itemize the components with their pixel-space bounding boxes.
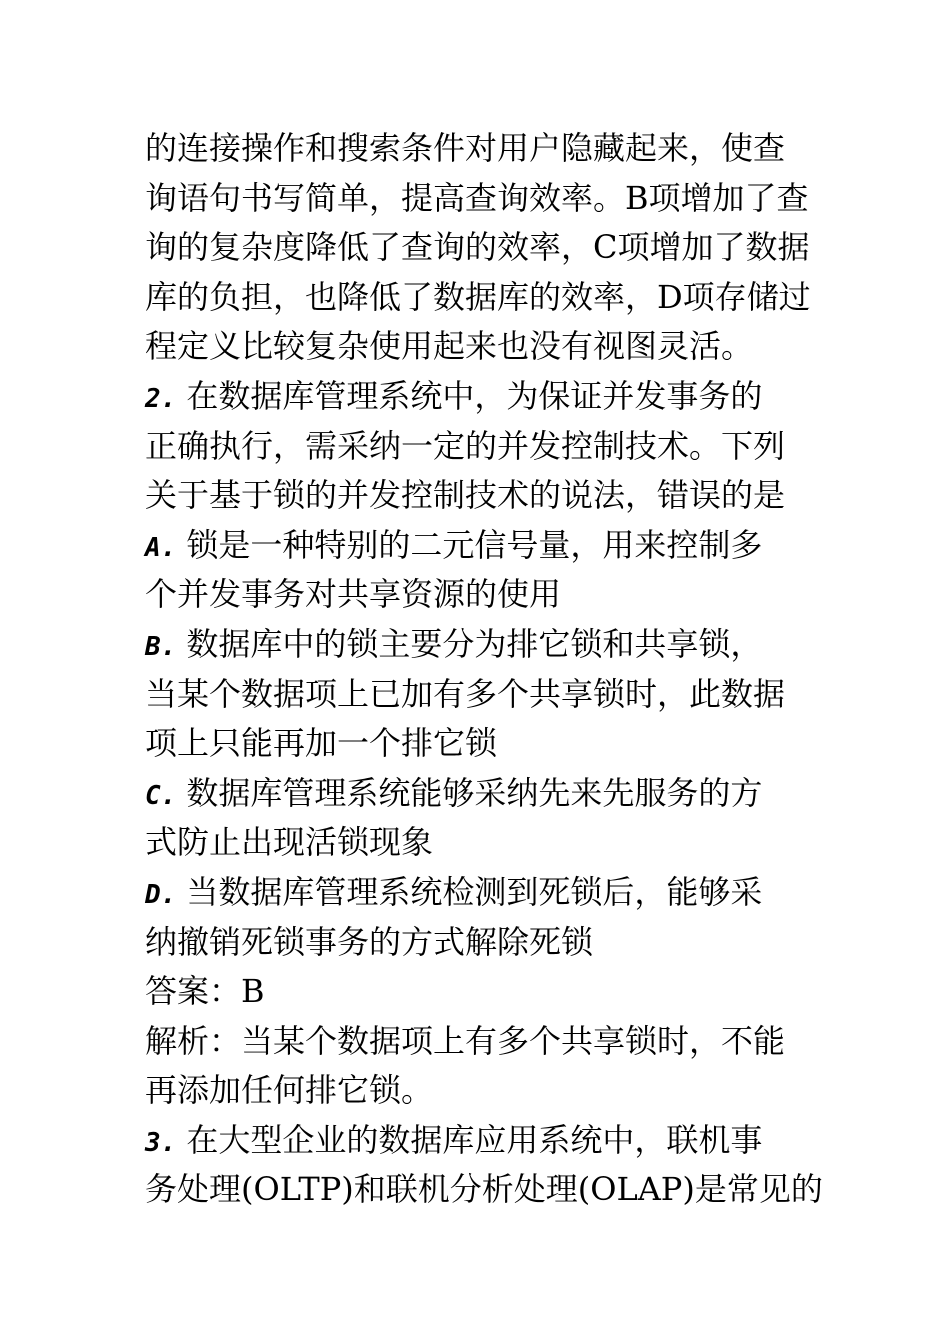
option-b-line: 项上只能再加一个排它锁 [145,724,498,763]
document-text [145,124,823,1215]
option-text: 当数据库管理系统检测到死锁后，能够采 [186,872,763,911]
option-a-line: 个并发事务对共享资源的使用 [145,575,562,614]
question-text: 在大型企业的数据库应用系统中，联机事 [186,1120,763,1159]
analysis-line: 解析：当某个数据项上有多个共享锁时，不能 [145,1021,786,1060]
question-3-line: 务处理(OLTP)和联机分析处理(OLAP)是常见的 [145,1170,823,1209]
option-a-line [145,521,815,571]
paragraph-line: 询的复杂度降低了查询的效率，C项增加了数据 [145,228,810,267]
option-letter: A. [145,532,177,563]
option-d-line [145,868,815,918]
option-letter: B. [145,631,177,662]
question-3-line [145,1116,815,1166]
paragraph-line: 的连接操作和搜索条件对用户隐藏起来，使查 [145,129,786,167]
paragraph-line: 程定义比较复杂使用起来也没有视图灵活。 [145,327,754,366]
paragraph-line: 库的负担，也降低了数据库的效率，D项存储过 [145,277,811,316]
option-letter: C. [145,780,177,811]
option-text: 锁是一种特别的二元信号量，用来控制多 [186,525,763,564]
question-number: 2. [145,383,177,414]
option-c-line [145,769,815,819]
option-text: 数据库管理系统能够采纳先来先服务的方 [186,773,763,812]
question-2-line: 关于基于锁的并发控制技术的说法，错误的是 [145,476,786,515]
option-letter: D. [145,879,177,910]
question-text: 在数据库管理系统中，为保证并发事务的 [186,376,763,415]
option-b-line: 当某个数据项上已加有多个共享锁时，此数据 [145,674,786,713]
paragraph-line: 询语句书写简单，提高查询效率。B项增加了查 [145,178,809,217]
analysis-line: 再添加任何排它锁。 [145,1071,434,1110]
question-2-line: 正确执行，需采纳一定的并发控制技术。下列 [145,426,786,465]
question-2-line [145,372,815,422]
question-number: 3. [145,1127,177,1158]
option-d-line: 纳撤销死锁事务的方式解除死锁 [145,922,594,961]
option-b-line [145,620,815,670]
option-text: 数据库中的锁主要分为排它锁和共享锁， [186,624,763,663]
answer-line: 答案：B [145,972,265,1011]
option-c-line: 式防止出现活锁现象 [145,823,434,862]
